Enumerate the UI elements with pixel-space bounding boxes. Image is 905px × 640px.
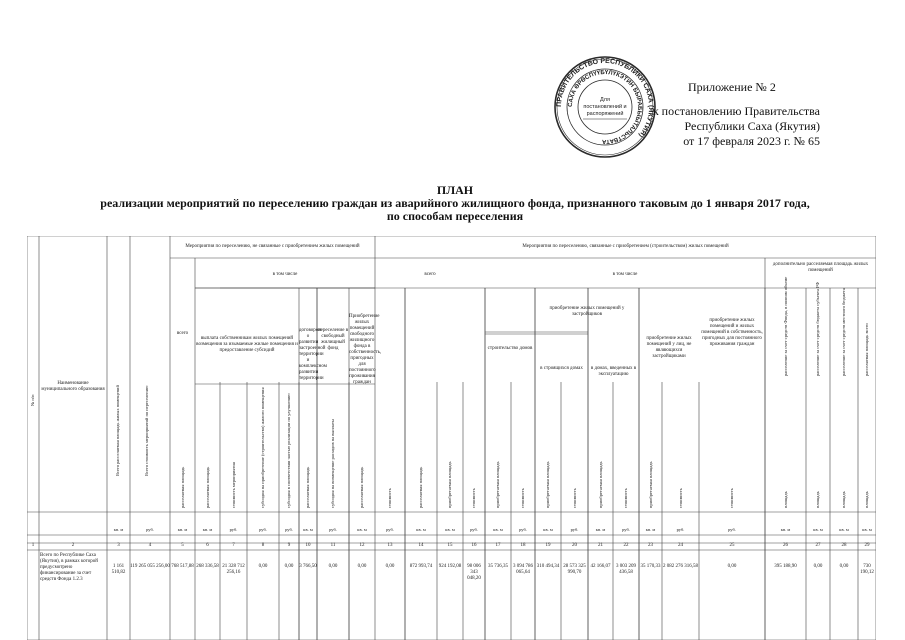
title-line-2: реализации мероприятий по переселению граждан из аварийного жилищного фонда, признанного таковым до 1 января 2017 года,: [100, 196, 810, 210]
column-number: 17: [495, 543, 501, 548]
column-number: 26: [783, 543, 788, 548]
unit-label: руб.: [229, 527, 238, 532]
buy-persons-header: приобретение жилых помещений у лиц, не являющихся застройщиками: [646, 336, 692, 359]
cell-c5: 768 517,88: [171, 564, 194, 569]
unit-label: руб.: [728, 527, 736, 532]
column-number: 24: [678, 543, 683, 548]
column-number: 9: [287, 543, 291, 548]
column-number: 16: [471, 543, 477, 548]
payment-header: выплата собственникам жилых помещений возмещения за изымаемые жилые помещения и предоставление субсидий: [196, 336, 298, 353]
plan-table: [27, 236, 876, 640]
cell-c27: 0,00: [813, 564, 823, 569]
cell-c28: 0,00: [839, 564, 849, 569]
column-number: 19: [545, 543, 551, 548]
subheader-col-5: расселяемая площадь: [179, 466, 185, 508]
cell-c17: 35 736,35: [488, 564, 508, 569]
subheader-col-7: стоимость мероприятия: [230, 462, 236, 508]
row-name: Всего по Республике Саха (Якутия), в рамках которой предусмотрено финансирование за счет средств Фонда 1.2.3: [40, 553, 98, 582]
unit-label: руб.: [622, 527, 630, 532]
unit-label: кв. м: [202, 527, 213, 532]
title-line-3: по способам переселения: [386, 209, 524, 223]
column-number: 29: [864, 543, 870, 548]
subheader-col-12: расселяемая площадь: [359, 466, 364, 508]
subheader-col-17: приобретаемая площадь: [495, 461, 500, 508]
construction-header: строительство домов: [487, 346, 533, 351]
unit-label: руб.: [570, 527, 579, 532]
in-built-header: в строящихся домах: [540, 366, 583, 371]
cell-c24: 2 082 276 316,58: [663, 564, 698, 569]
unit-label: руб.: [470, 527, 478, 532]
unit-label: руб.: [285, 527, 293, 532]
column-number: 11: [330, 543, 336, 548]
unit-label: кв. м: [113, 527, 124, 532]
column-number: 8: [261, 543, 265, 548]
cell-c19: 310 494,34: [536, 564, 560, 569]
unit-label: руб.: [146, 527, 154, 532]
cell-c12: 0,00: [357, 564, 367, 569]
unit-label: кв. м: [303, 527, 313, 532]
title-line-1: ПЛАН: [436, 183, 474, 197]
subheader-col-23: приобретаемая площадь: [647, 461, 653, 508]
svg-text:САХА ӨРӨСПҮҮБҮЛҮКЭТИН БЫРАБЫЫТ: САХА ӨРӨСПҮҮБҮЛҮКЭТИН БЫРАБЫЫТАЛЬСТВАТА: [567, 69, 643, 145]
g2-total-header: всего: [424, 272, 436, 277]
subheader-col-22: стоимость: [623, 488, 628, 508]
free-fund-header: Приобретение жилых помещений свободного жилищного фонда в собственность, пригодных для постоянного проживания граждан: [349, 314, 382, 385]
extra-col-header: расселяемая площадь всего: [864, 323, 869, 376]
extra-col-header: расселение за счет средств местного бюджета: [841, 288, 846, 376]
pay-buy-header: приобретение жилых помещений и жилых помещений в собственность, пригодных для постоянного проживания граждан: [701, 318, 763, 347]
unit-label: кв. м: [445, 527, 455, 532]
official-seal: [553, 55, 657, 159]
subheader-col-25: стоимость: [729, 488, 734, 508]
cell-c10: 3 766,50: [299, 564, 317, 569]
cell-c18: 3 094 786 065,64: [513, 564, 533, 575]
extra-col-header: расселение за счет средств бюджета субъекта РФ: [815, 281, 820, 376]
total-cost-header: Всего стоимость мероприятий по переселению: [144, 385, 149, 476]
unit-label: руб.: [386, 527, 394, 532]
column-number: 23: [648, 543, 653, 548]
column-number: 5: [181, 543, 184, 548]
subheader-col-10: расселяемая площадь: [305, 466, 310, 508]
cell-total-area: 1 161 510,82: [111, 564, 126, 575]
incl-header: в том числе: [272, 272, 298, 277]
decree-line: от 17 февраля 2023 г. № 65: [683, 134, 820, 148]
unit-label: кв. м: [177, 527, 188, 532]
subheader-col-16: стоимость: [471, 488, 476, 508]
column-number: 12: [359, 543, 365, 548]
column-number: 1: [31, 543, 35, 548]
svg-text:постановлений и: постановлений и: [583, 104, 627, 110]
unit-label: кв. м: [780, 527, 791, 532]
unit-label: кв. м: [357, 527, 367, 532]
g1-total-header: всего: [176, 331, 189, 336]
column-number: 28: [841, 543, 847, 548]
svg-text:ПРАВИТЕЛЬСТВО РЕСПУБЛИКИ САХА: ПРАВИТЕЛЬСТВО РЕСПУБЛИКИ САХА (ЯКУТИЯ): [555, 57, 655, 139]
svg-text:Для: Для: [600, 97, 610, 103]
decree-line: Республики Саха (Якутия): [684, 119, 820, 133]
total-area-header: Всего расселяемая площадь жилых помещений: [115, 385, 120, 476]
cell-c22: 3 003 209 436,58: [616, 564, 636, 575]
unit-label: кв. м: [645, 527, 656, 532]
unit-label: кв. м: [839, 527, 849, 532]
contracts-header: договором о развитии застроенной территории и комплексном развитии территории: [299, 328, 327, 381]
column-number: 27: [815, 543, 821, 548]
column-number: 6: [206, 543, 209, 548]
column-number: 2: [71, 543, 75, 548]
column-number: 13: [387, 543, 393, 548]
g2-incl-header: в том числе: [612, 272, 638, 277]
column-number: 7: [232, 543, 235, 548]
column-number: 21: [598, 543, 603, 548]
cell-c16: 98 006 343 048,20: [467, 564, 481, 581]
subheader-col-28: площадь: [841, 491, 846, 508]
unit-label: кв. м: [862, 527, 872, 532]
subheader-col-20: стоимость: [571, 488, 577, 508]
in-finished-header: в домах, введенных в эксплуатацию: [590, 366, 637, 377]
cell-c20: 28 573 325 990,70: [563, 564, 586, 575]
extra-col-header: расселение за счет средств Фонда, в полном объеме: [782, 276, 788, 376]
column-number: 14: [418, 543, 424, 548]
table-grid: [27, 236, 876, 640]
column-number: 10: [305, 543, 311, 548]
cell-c26: 395 188,90: [774, 564, 797, 569]
subheader-col-13: стоимость: [387, 488, 392, 508]
subheader-col-26: площадь: [782, 491, 788, 508]
resettle-header: переселение в свободный жилищный фонд: [317, 328, 349, 351]
cell-c6: 268 336,58: [196, 564, 219, 569]
unit-label: кв. м: [493, 527, 503, 532]
subheader-col-24: стоимость: [677, 488, 683, 508]
name-header: Наименование муниципального образования: [41, 381, 105, 392]
cell-c14: 872 993,74: [409, 564, 433, 569]
unit-label: руб.: [329, 527, 337, 532]
seal-graphic: [553, 55, 657, 159]
subheader-col-6: расселяемая площадь: [204, 466, 210, 508]
subheader-col-14: расселяемая площадь: [418, 466, 423, 508]
unit-label: руб.: [676, 527, 685, 532]
column-number: 3: [117, 543, 120, 548]
cell-c9: 0,00: [284, 564, 294, 569]
unit-label: кв. м: [595, 527, 606, 532]
unit-label: кв. м: [813, 527, 823, 532]
subheader-col-8: субсидия на приобретение (строительство) жилого помещения: [260, 387, 265, 508]
group2-header: Мероприятия по переселению, связанные с приобретением (строительством) жилых помещений: [522, 244, 729, 249]
column-number: 4: [148, 543, 152, 548]
cell-c11: 0,00: [328, 564, 338, 569]
column-number: 22: [623, 543, 629, 548]
cell-c7: 21 328 712 256,16: [222, 564, 245, 575]
subheader-col-18: стоимость: [520, 488, 525, 508]
no-header: № п/п: [30, 394, 35, 406]
buy-dev-header: приобретение жилых помещений у застройщиков: [549, 306, 625, 317]
column-number: 25: [729, 543, 735, 548]
decree-line: к постановлению Правительства: [652, 104, 820, 118]
subheader-col-11: субсидия на возмещение расходов на выплаты: [330, 419, 335, 508]
unit-label: руб.: [519, 527, 527, 532]
extra-header: дополнительно расселяемая площадь жилых помещений: [772, 262, 869, 273]
cell-c29: 730 190,12: [860, 564, 874, 575]
subheader-col-29: площадь: [864, 491, 869, 508]
cell-c23: 35 170,33: [640, 564, 661, 569]
cell-total-cost: 119 265 055 256,00: [130, 564, 170, 569]
cell-c8: 0,00: [258, 564, 268, 569]
cell-c25: 0,00: [727, 564, 737, 569]
subheader-col-27: площадь: [815, 491, 820, 508]
subheader-col-15: приобретаемая площадь: [447, 461, 452, 508]
cell-c21: 42 166,07: [590, 564, 611, 569]
cell-c13: 0,00: [385, 564, 395, 569]
unit-label: кв. м: [416, 527, 426, 532]
svg-text:распоряжений: распоряжений: [586, 111, 624, 117]
unit-label: кв. м: [543, 527, 553, 532]
column-number: 15: [447, 543, 453, 548]
appendix-label: Приложение № 2: [688, 80, 776, 94]
unit-label: руб.: [259, 527, 267, 532]
column-number: 20: [572, 543, 577, 548]
subheader-col-21: приобретаемая площадь: [597, 461, 603, 508]
subheader-col-9: субсидия в соответствии частью реализации по улучшению: [286, 393, 291, 508]
cell-c15: 924 192,08: [438, 564, 462, 569]
document-title: [40, 184, 870, 223]
group1-header: Мероприятия по переселению, не связанные с приобретением жилых помещений: [185, 244, 360, 249]
decree-reference: [650, 104, 820, 149]
subheader-col-19: приобретаемая площадь: [545, 461, 550, 508]
column-number: 18: [520, 543, 526, 548]
